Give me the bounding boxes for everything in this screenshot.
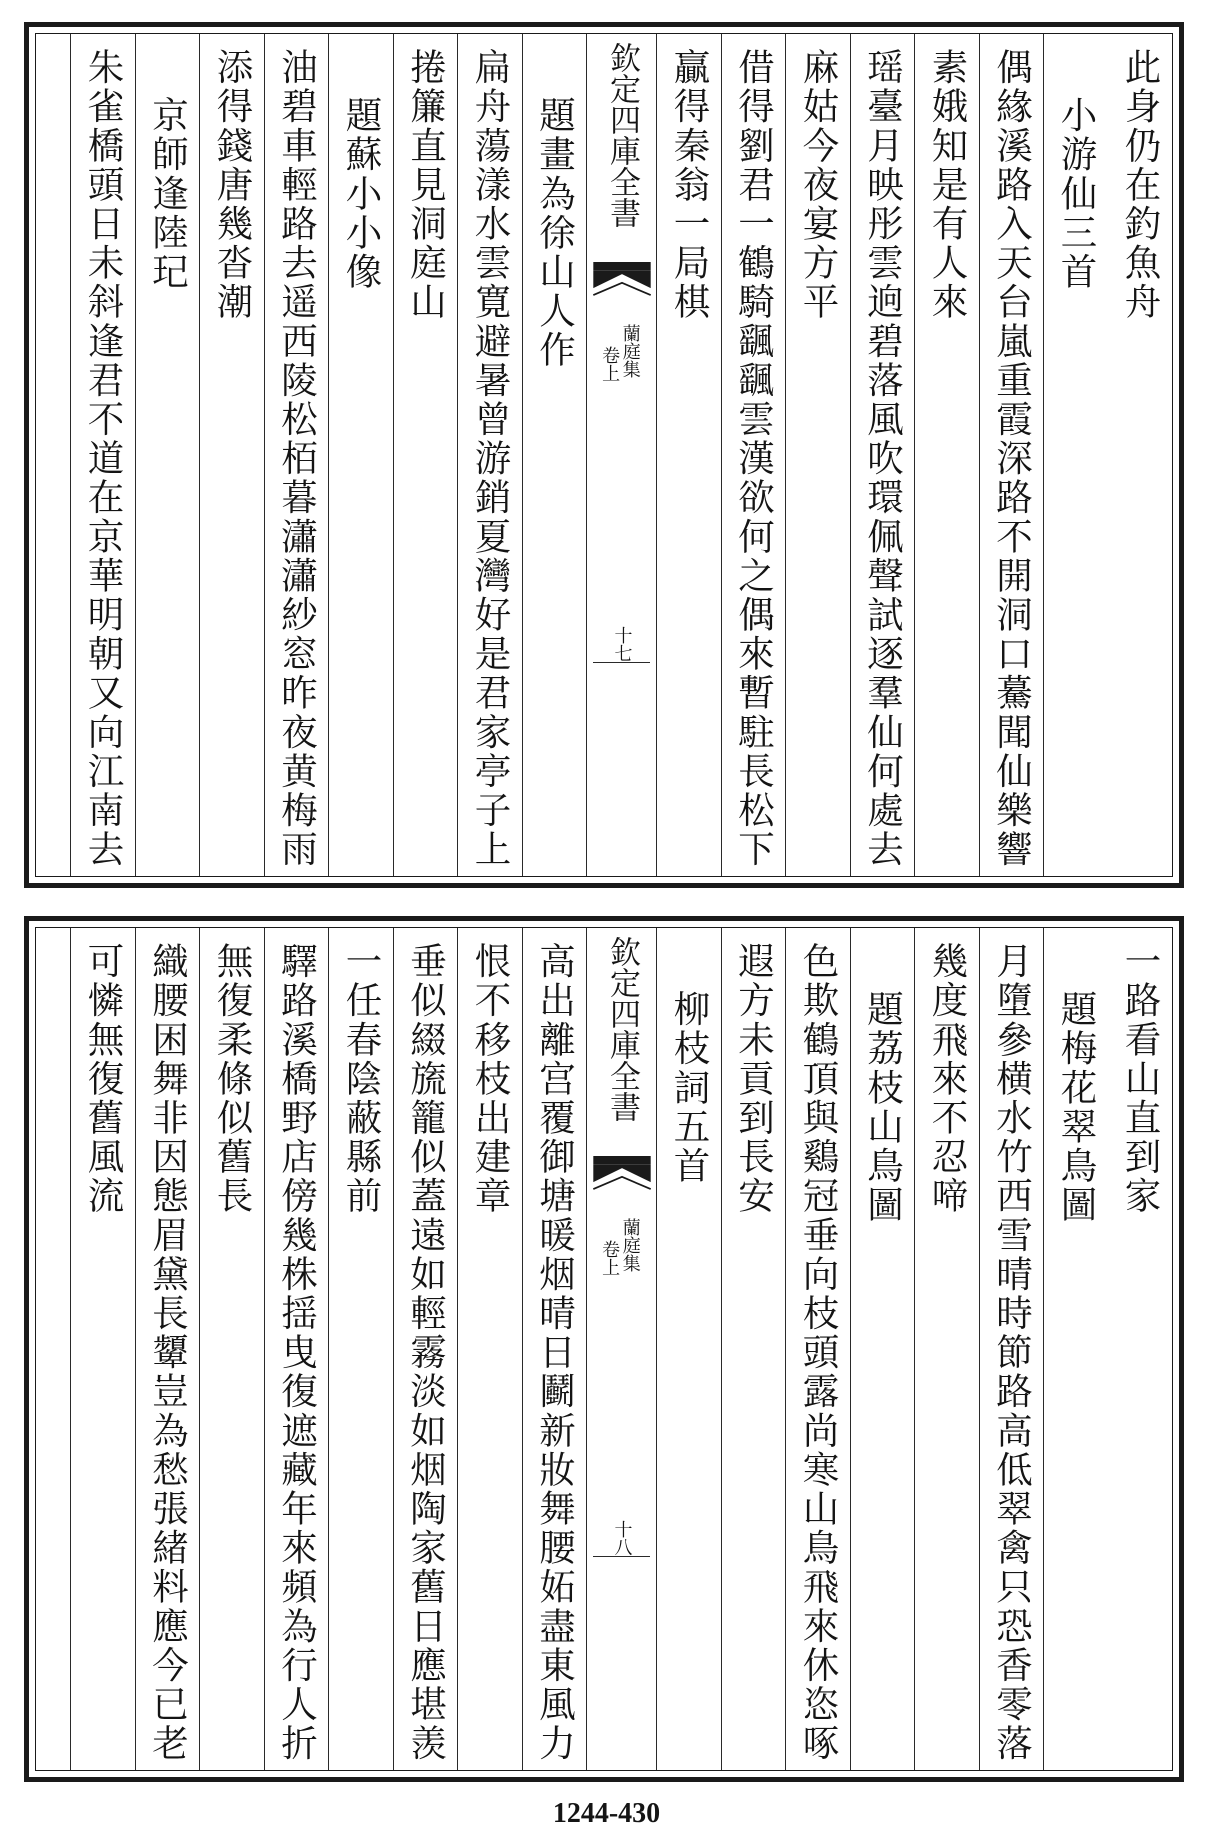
poem-title: 題蘇小小像	[340, 96, 383, 292]
center-fold	[586, 34, 656, 876]
text-column	[1043, 928, 1108, 1770]
text-column	[850, 34, 915, 876]
poem-line: 幾度飛來不忍啼	[926, 942, 969, 1216]
poem-line: 一任春陰蔽縣前	[340, 942, 383, 1216]
poem-line: 遐方未貢到長安	[732, 942, 776, 1216]
poem-line: 贏得秦翁一局棋	[668, 48, 711, 322]
poem-line: 色欺鶴頂與鷄冠垂向枝頭露尚寒山鳥飛來休恣啄	[797, 942, 840, 1764]
book-title: 欽定四庫全書	[604, 42, 640, 228]
text-column	[457, 928, 522, 1770]
text-column	[199, 34, 264, 876]
leaf-number: 十七	[611, 626, 633, 662]
text-column	[1043, 34, 1108, 876]
poem-line: 偶緣溪路入天台嵐重霞深路不開洞口驀聞仙樂響	[990, 48, 1034, 870]
volume-label: 卷上	[599, 346, 621, 382]
poem-line: 瑶臺月映彤雲逈碧落風吹環佩聲試逐羣仙何處去	[861, 48, 905, 870]
poem-line: 恨不移枝出建章	[469, 942, 512, 1216]
text-column	[979, 928, 1044, 1770]
poem-line: 捲簾直見洞庭山	[404, 48, 448, 322]
text-column	[656, 34, 721, 876]
center-fold	[586, 928, 656, 1770]
text-column	[914, 34, 979, 876]
leaf-number-rule	[593, 1556, 650, 1557]
poem-title: 京師逢陸玘	[146, 96, 190, 292]
poem-line: 織腰困舞非因態眉黛長顰豈為愁張緒料應今已老	[146, 942, 190, 1764]
text-column	[721, 34, 786, 876]
poem-line: 此身仍在釣魚舟	[1119, 48, 1162, 322]
text-column	[850, 928, 915, 1770]
leaf-number: 十八	[611, 1520, 633, 1556]
page-number: 1244-430	[552, 1798, 661, 1829]
text-column	[721, 928, 786, 1770]
text-column	[264, 34, 329, 876]
text-column	[70, 34, 135, 876]
text-column	[328, 34, 393, 876]
text-column	[522, 928, 587, 1770]
book-title: 欽定四庫全書	[604, 936, 640, 1122]
text-column	[135, 34, 200, 876]
text-column	[199, 928, 264, 1770]
poem-line: 素娥知是有人來	[926, 48, 969, 322]
collection-name: 蘭庭集	[619, 324, 641, 378]
poem-line: 扁舟蕩漾水雲寛避暑曾游銷夏灣好是君家亭子上	[469, 48, 512, 870]
fish-tail-ornament	[589, 262, 655, 302]
text-column	[522, 34, 587, 876]
poem-line: 驛路溪橋野店傍幾株揺曳復遮藏年來頻為行人折	[275, 942, 319, 1764]
poem-title: 柳枝詞五首	[668, 990, 711, 1186]
top-leaf-frame	[35, 33, 1173, 877]
top-leaf-panel	[24, 22, 1184, 888]
text-column	[264, 928, 329, 1770]
text-column	[914, 928, 979, 1770]
fish-tail-ornament	[589, 1156, 655, 1196]
bottom-leaf-frame	[35, 927, 1173, 1771]
poem-line: 朱雀橋頭日未斜逢君不道在京華明朝又向江南去	[82, 48, 125, 870]
poem-line: 月墮參横水竹西雪晴時節路高低翠禽只恐香零落	[990, 942, 1034, 1764]
text-column	[457, 34, 522, 876]
text-column	[70, 928, 135, 1770]
poem-line: 垂似綴旒籠似蓋遠如輕霧淡如烟陶家舊日應堪羡	[404, 942, 448, 1764]
text-column	[785, 34, 850, 876]
volume-label: 卷上	[599, 1240, 621, 1276]
text-column	[328, 928, 393, 1770]
text-column	[785, 928, 850, 1770]
text-column	[656, 928, 721, 1770]
text-column	[979, 34, 1044, 876]
text-column	[393, 34, 458, 876]
poem-title: 小游仙三首	[1055, 96, 1098, 292]
poem-title: 題荔枝山鳥圖	[861, 990, 905, 1225]
leaf-number-rule	[593, 662, 650, 663]
poem-line: 油碧車輕路去遥西陵松栢暮瀟瀟紗窓昨夜黄梅雨	[275, 48, 319, 870]
text-column	[393, 928, 458, 1770]
poem-title: 題梅花翠鳥圖	[1055, 990, 1098, 1225]
poem-line: 添得錢唐幾沓潮	[211, 48, 254, 322]
bottom-leaf-panel	[24, 916, 1184, 1782]
collection-name: 蘭庭集	[619, 1218, 641, 1272]
text-column	[135, 928, 200, 1770]
poem-line: 可憐無復舊風流	[82, 942, 125, 1216]
poem-line: 麻姑今夜宴方平	[797, 48, 840, 322]
text-column	[1108, 928, 1173, 1770]
poem-line: 借得劉君一鶴騎颻颻雲漢欲何之偶來暫駐長松下	[732, 48, 776, 870]
text-column	[1108, 34, 1173, 876]
poem-line: 一路看山直到家	[1119, 942, 1162, 1216]
poem-title: 題畫為徐山人作	[533, 96, 577, 370]
poem-line: 無復柔條似舊長	[211, 942, 254, 1216]
poem-line: 高出離宫覆御塘暖烟晴日鬬新妝舞腰妬盡東風力	[533, 942, 577, 1764]
